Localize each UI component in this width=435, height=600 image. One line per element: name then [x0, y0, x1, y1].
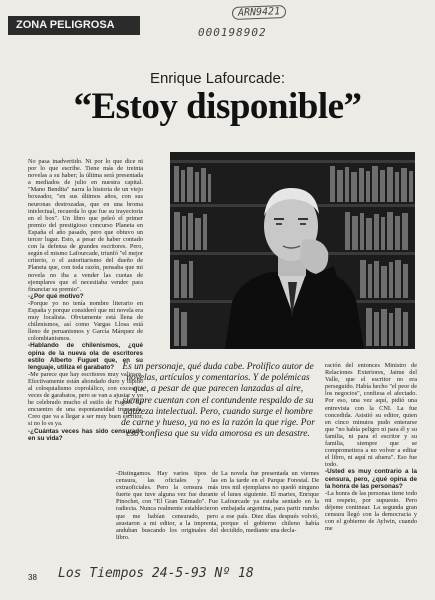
- column-3: [116, 470, 218, 541]
- article-kicker: Enrique Lafourcade:: [149, 70, 286, 87]
- question-4: -Usted es muy contrario a la censura, pero, ¿qué opina de la honra de las personas?: [325, 468, 417, 490]
- handwritten-source-note: Los Tiempos 24-5-93 Nº 18: [58, 566, 254, 581]
- section-badge: ZONA PELIGROSA: [8, 16, 140, 35]
- question-1: -¿Por qué motivo?: [28, 292, 84, 300]
- column-5: [325, 362, 417, 532]
- archive-code-stamp: ARN9421: [232, 5, 287, 20]
- column-4: [221, 470, 319, 534]
- intro-paragraph: No pasa inadvertido. Ni por lo que dice ni por lo que escribe. Tiene más de treinta novelas a su haber; la última será presentada a mediados de julio en nuestra capital. "Mano Bendita" narra la historia de un viejo boxeador, "en sus últimos años, con sus neuronas destrozadas, que en una broma intelectual, recuerda lo que fue su trayectoria en el box". Un libro que peleó el primer premio del prestigioso concurso Planeta en España el año pasado, pero que obtuvo un tercer lugar. Esto, a pesar de haber contado con la defensa de grandes escritores. Pero, según el mismo Lafourcade, triunfó "el mejor criterio, o el autoritarismo del dueño de Planeta que, con toda razón, pensaba que mi novela no iba a vender las cuotas de ejemplares que el necesitaba vender para financiar su premio".: [28, 158, 144, 293]
- answer-4: -La honra de las personas tiene todo mi respeto, por supuesto. Pero déjeme continuar. La segunda gran censura llegó con la democracia y con el gobierno de Aylwin, cuando me: [325, 489, 417, 533]
- portrait-photo: [170, 152, 415, 349]
- portrait-image: [170, 152, 415, 349]
- article-headline: “Estoy disponible”: [73, 86, 362, 127]
- column-5-text: ración del entonces Ministro de Relaciones Exteriores, Jaime del Valle, que el escritor no era perseguido. Había hecho "el peor de los negocios", confiesa el afectado. Por eso, una vez aquí, pidió una entrevista con la CNI. La fue concedida. Asistió su editor, quien en cinco minutos pudo enterarse que "no había peligro ni para él y su familia, ni para el escritor y su familia, siempre que se comprometiera a no volver a editar el libro, ni aquí ni afuera". Eso fue todo.: [325, 362, 417, 469]
- page-number: 38: [28, 573, 37, 582]
- answer-3: -Distingamos. Hay varios tipos de censura, las oficiales y las extraoficiales. Pero la censura más fuerte que tuve alguna vez fue durante Pinochet, con "El Gran Taimado". Fue radiecta. Nunca realmente establecieron que me habían censurado, pero asustaron a mi editor, a la imprenta, anduban buscando los originales del libro.: [116, 470, 218, 541]
- question-2: -Hablando de chilenismos, ¿qué opina de la nueva ola de escritores estilo Alberto Fuguet que, en su lenguaje, utiliza el garabato?: [28, 342, 143, 371]
- answer-1: -Porque yo no tenía nombre literario en España y porque consideró que mi novela era muy localista. Obviamente está llena de chilenismos, así como Vargas Llosa está lleno de peruanismos y García Márquez de colombianismos.: [28, 299, 143, 343]
- pull-quote: Es un personaje, qué duda cabe. Prolífico autor de novelas, artículos y comentarios. Y de polémicas que, a pesar de que parecen lanzadas al aire, siempre cuentan con el contundente respaldo de su aguzeza intelectual. Pero, cuando surge el hombre de carne y hueso, ya no es la razón la que rige. Por eso confiesa que su vida amorosa es un desastre.: [121, 362, 315, 440]
- control-number: 000198902: [198, 26, 267, 39]
- question-3: -¿Cuántas veces has sido censurado en su vida?: [28, 427, 143, 442]
- answer-2: -Me parece que hay escritores muy valiosos. Efectivamente están ahondado duro y tupido al coloquialismo coprolálico, con exceso a veces de garabatos, pero se van a ajustar y yo he celebrado mucho el estilo de Fuguet. Lo encuentro de una espontaneidad tremenda. Creo que va a llegar a ser muy buen escritor, si no lo es ya.: [28, 370, 143, 428]
- column-4-text: La novela fue presentada un viernes en la tarde en el Parque Forestal. De tres mil ejemplares no quedó ninguno el lunes siguiente. El martes, Enrique Lafourcade ya estaba sentado en la embajada argentina, para partir rumbo a ese país. Diez días después volvió, porque el gobierno chileno había decidido, mediante una decla-: [221, 470, 319, 534]
